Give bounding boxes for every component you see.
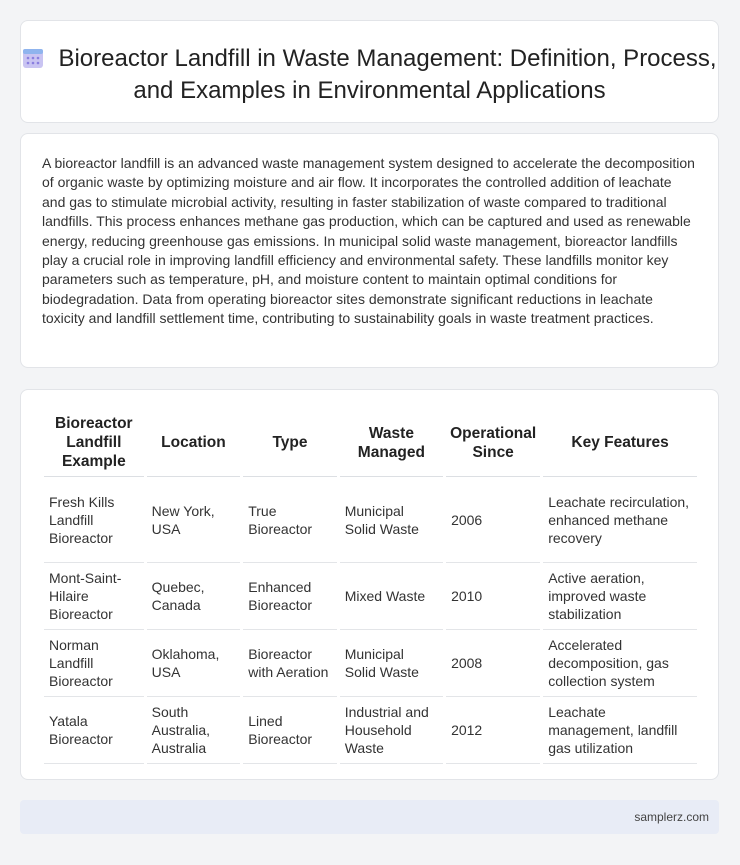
intro-paragraph: A bioreactor landfill is an advanced waste management system designed to accelerate the decomposition of organic waste by optimizing moisture and air flow. It incorporates the controlled addition of leachate and gas to stimulate microbial activity, resulting in faster stabilization of waste compared to traditional landfills. This process enhances methane gas production, which can be captured and used as renewable energy, reducing greenhouse gas emissions. In municipal solid waste management, bioreactor landfills play a crucial role in improving landfill efficiency and environmental safety. These landfills monitor key parameters such as temperature, pH, and moisture content to maintain optimal conditions for biodegradation. Data from operating bioreactor sites demonstrate significant reductions in leachate toxicity and landfill settlement time, contributing to sustainability goals in waste treatment practices.: [42, 155, 695, 327]
table-cell: 2008: [446, 630, 540, 697]
column-header: Waste Managed: [340, 409, 443, 477]
table-row: [44, 477, 697, 563]
calendar-grid-icon: [22, 47, 44, 69]
table-cell: Mixed Waste: [340, 563, 443, 630]
table-cell: Yatala Bioreactor: [44, 697, 144, 764]
column-header: Key Features: [543, 409, 697, 477]
examples-table-card: [20, 389, 719, 780]
table-cell: South Australia, Australia: [147, 697, 241, 764]
table-cell: Oklahoma, USA: [147, 630, 241, 697]
table-row: [44, 630, 697, 697]
column-header: Type: [243, 409, 337, 477]
table-cell: Fresh Kills Landfill Bioreactor: [44, 477, 144, 563]
table-cell: 2012: [446, 697, 540, 764]
table-cell: Lined Bioreactor: [243, 697, 337, 764]
table-cell: Active aeration, improved waste stabilization: [543, 563, 697, 630]
footer-bar: [20, 800, 719, 834]
footer-site-link[interactable]: samplerz.com: [634, 810, 709, 824]
table-header-row: [44, 409, 697, 477]
intro-card: [20, 133, 719, 368]
table-cell: Municipal Solid Waste: [340, 630, 443, 697]
table-cell: Accelerated decomposition, gas collection system: [543, 630, 697, 697]
table-cell: Industrial and Household Waste: [340, 697, 443, 764]
table-cell: Enhanced Bioreactor: [243, 563, 337, 630]
table-cell: 2006: [446, 477, 540, 563]
examples-table: [41, 409, 700, 764]
table-cell: Municipal Solid Waste: [340, 477, 443, 563]
table-cell: 2010: [446, 563, 540, 630]
table-cell: Norman Landfill Bioreactor: [44, 630, 144, 697]
column-header: Bioreactor Landfill Example: [44, 409, 144, 477]
table-cell: Quebec, Canada: [147, 563, 241, 630]
table-cell: Bioreactor with Aeration: [243, 630, 337, 697]
table-cell: New York, USA: [147, 477, 241, 563]
page-title: [21, 43, 718, 107]
table-row: [44, 697, 697, 764]
column-header: Operational Since: [446, 409, 540, 477]
table-row: [44, 563, 697, 630]
column-header: Location: [147, 409, 241, 477]
table-cell: Mont-Saint-Hilaire Bioreactor: [44, 563, 144, 630]
table-cell: True Bioreactor: [243, 477, 337, 563]
table-cell: Leachate recirculation, enhanced methane recovery: [543, 477, 697, 563]
table-cell: Leachate management, landfill gas utilization: [543, 697, 697, 764]
page-title-text: Bioreactor Landfill in Waste Management: Definition, Process, and Examples in Environmental Applications: [58, 45, 717, 104]
title-card: [20, 20, 719, 123]
